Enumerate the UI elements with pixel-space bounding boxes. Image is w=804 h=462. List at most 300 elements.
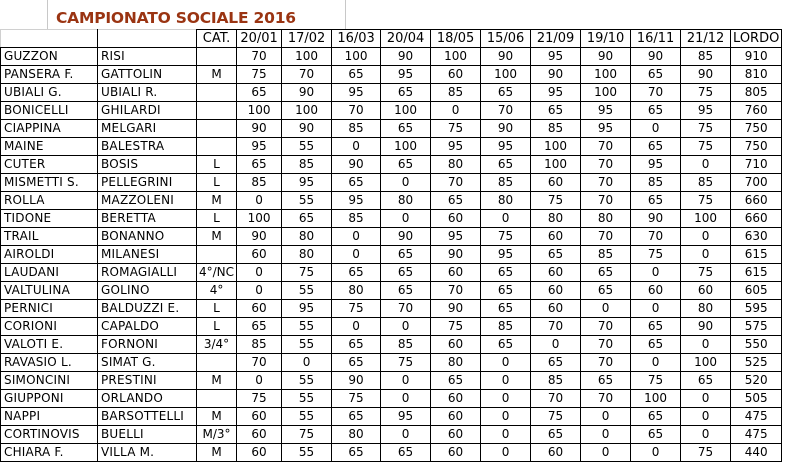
cell-category[interactable]	[197, 120, 237, 138]
cell-r10[interactable]: 75	[681, 192, 731, 210]
cell-r3[interactable]: 65	[332, 174, 381, 192]
cell-r3[interactable]: 80	[332, 282, 381, 300]
cell-r7[interactable]: 85	[531, 120, 581, 138]
cell-lordo[interactable]: 475	[731, 426, 782, 444]
cell-r10[interactable]: 0	[681, 390, 731, 408]
header-cell-r3[interactable]: 16/03	[332, 30, 381, 48]
cell-r6[interactable]: 65	[481, 282, 531, 300]
cell-r8[interactable]: 70	[581, 354, 631, 372]
cell-r1[interactable]: 70	[237, 354, 282, 372]
header-cell-r6[interactable]: 15/06	[481, 30, 531, 48]
cell-category[interactable]: M	[197, 444, 237, 462]
cell-player2[interactable]: MELGARI	[98, 120, 197, 138]
cell-player1[interactable]: LAUDANI	[1, 264, 98, 282]
cell-r4[interactable]: 0	[381, 390, 431, 408]
cell-r6[interactable]: 90	[481, 48, 531, 66]
cell-r9[interactable]: 95	[631, 156, 681, 174]
cell-r10[interactable]: 75	[681, 138, 731, 156]
cell-player2[interactable]: UBIALI R.	[98, 84, 197, 102]
cell-r9[interactable]: 65	[631, 336, 681, 354]
cell-player1[interactable]: UBIALI G.	[1, 84, 98, 102]
cell-r9[interactable]: 90	[631, 48, 681, 66]
cell-r1[interactable]: 60	[237, 444, 282, 462]
cell-r10[interactable]: 75	[681, 264, 731, 282]
cell-player2[interactable]: RISI	[98, 48, 197, 66]
cell-r5[interactable]: 90	[431, 300, 481, 318]
cell-category[interactable]: L	[197, 156, 237, 174]
cell-r4[interactable]: 0	[381, 318, 431, 336]
cell-r10[interactable]: 65	[681, 372, 731, 390]
cell-r3[interactable]: 95	[332, 192, 381, 210]
cell-r6[interactable]: 0	[481, 354, 531, 372]
cell-r9[interactable]: 65	[631, 66, 681, 84]
cell-r5[interactable]: 60	[431, 66, 481, 84]
cell-category[interactable]: M	[197, 408, 237, 426]
cell-r6[interactable]: 65	[481, 300, 531, 318]
cell-r3[interactable]: 90	[332, 372, 381, 390]
cell-r1[interactable]: 65	[237, 318, 282, 336]
cell-r4[interactable]: 95	[381, 66, 431, 84]
cell-r8[interactable]: 0	[581, 426, 631, 444]
cell-r1[interactable]: 65	[237, 84, 282, 102]
cell-r9[interactable]: 100	[631, 390, 681, 408]
cell-r5[interactable]: 60	[431, 210, 481, 228]
cell-r7[interactable]: 95	[531, 84, 581, 102]
cell-player1[interactable]: SIMONCINI	[1, 372, 98, 390]
cell-r3[interactable]: 100	[332, 48, 381, 66]
cell-r2[interactable]: 100	[282, 48, 332, 66]
cell-r4[interactable]: 95	[381, 408, 431, 426]
cell-r10[interactable]: 100	[681, 210, 731, 228]
cell-r8[interactable]: 65	[581, 264, 631, 282]
header-cell-r7[interactable]: 21/09	[531, 30, 581, 48]
cell-r5[interactable]: 60	[431, 408, 481, 426]
cell-r1[interactable]: 75	[237, 66, 282, 84]
cell-r5[interactable]: 85	[431, 84, 481, 102]
cell-r6[interactable]: 0	[481, 444, 531, 462]
cell-lordo[interactable]: 505	[731, 390, 782, 408]
cell-r4[interactable]: 75	[381, 354, 431, 372]
cell-r1[interactable]: 0	[237, 192, 282, 210]
cell-r2[interactable]: 80	[282, 228, 332, 246]
cell-r5[interactable]: 95	[431, 228, 481, 246]
cell-category[interactable]	[197, 246, 237, 264]
cell-player2[interactable]: BALDUZZI E.	[98, 300, 197, 318]
cell-r6[interactable]: 0	[481, 372, 531, 390]
cell-r5[interactable]: 65	[431, 192, 481, 210]
cell-r2[interactable]: 80	[282, 246, 332, 264]
header-cell-r4[interactable]: 20/04	[381, 30, 431, 48]
cell-r4[interactable]: 0	[381, 372, 431, 390]
cell-r2[interactable]: 90	[282, 84, 332, 102]
cell-lordo[interactable]: 615	[731, 246, 782, 264]
cell-r3[interactable]: 95	[332, 84, 381, 102]
cell-r9[interactable]: 90	[631, 210, 681, 228]
cell-r3[interactable]: 0	[332, 318, 381, 336]
cell-r3[interactable]: 65	[332, 354, 381, 372]
cell-r8[interactable]: 70	[581, 138, 631, 156]
cell-r7[interactable]: 65	[531, 354, 581, 372]
header-cell-player1[interactable]	[1, 30, 98, 48]
cell-player2[interactable]: GHILARDI	[98, 102, 197, 120]
cell-player1[interactable]: BONICELLI	[1, 102, 98, 120]
cell-lordo[interactable]: 700	[731, 174, 782, 192]
cell-lordo[interactable]: 550	[731, 336, 782, 354]
cell-r2[interactable]: 55	[282, 372, 332, 390]
cell-r5[interactable]: 75	[431, 120, 481, 138]
cell-lordo[interactable]: 805	[731, 84, 782, 102]
cell-r5[interactable]: 60	[431, 336, 481, 354]
cell-r7[interactable]: 70	[531, 390, 581, 408]
cell-lordo[interactable]: 630	[731, 228, 782, 246]
cell-r4[interactable]: 65	[381, 156, 431, 174]
cell-player1[interactable]: CORIONI	[1, 318, 98, 336]
cell-r8[interactable]: 100	[581, 84, 631, 102]
cell-r3[interactable]: 85	[332, 210, 381, 228]
cell-player1[interactable]: PERNICI	[1, 300, 98, 318]
cell-r6[interactable]: 95	[481, 246, 531, 264]
cell-r5[interactable]: 90	[431, 246, 481, 264]
cell-r7[interactable]: 75	[531, 408, 581, 426]
cell-category[interactable]	[197, 48, 237, 66]
cell-r10[interactable]: 60	[681, 282, 731, 300]
cell-r3[interactable]: 0	[332, 246, 381, 264]
cell-r7[interactable]: 60	[531, 444, 581, 462]
cell-lordo[interactable]: 615	[731, 264, 782, 282]
cell-r8[interactable]: 80	[581, 210, 631, 228]
cell-r10[interactable]: 80	[681, 300, 731, 318]
cell-r2[interactable]: 55	[282, 336, 332, 354]
cell-r7[interactable]: 0	[531, 336, 581, 354]
cell-r10[interactable]: 90	[681, 66, 731, 84]
cell-r6[interactable]: 100	[481, 66, 531, 84]
cell-r7[interactable]: 65	[531, 246, 581, 264]
cell-lordo[interactable]: 520	[731, 372, 782, 390]
cell-r9[interactable]: 65	[631, 192, 681, 210]
cell-r8[interactable]: 0	[581, 444, 631, 462]
cell-player1[interactable]: TIDONE	[1, 210, 98, 228]
cell-player1[interactable]: VALTULINA	[1, 282, 98, 300]
cell-r9[interactable]: 75	[631, 246, 681, 264]
cell-r1[interactable]: 60	[237, 246, 282, 264]
cell-lordo[interactable]: 440	[731, 444, 782, 462]
cell-r6[interactable]: 0	[481, 390, 531, 408]
cell-r4[interactable]: 65	[381, 282, 431, 300]
cell-r1[interactable]: 0	[237, 372, 282, 390]
header-cell-r9[interactable]: 16/11	[631, 30, 681, 48]
cell-player2[interactable]: BONANNO	[98, 228, 197, 246]
cell-r1[interactable]: 70	[237, 48, 282, 66]
cell-r7[interactable]: 80	[531, 210, 581, 228]
cell-r8[interactable]: 70	[581, 228, 631, 246]
cell-r8[interactable]: 70	[581, 336, 631, 354]
cell-r10[interactable]: 0	[681, 228, 731, 246]
cell-r9[interactable]: 0	[631, 354, 681, 372]
cell-r6[interactable]: 75	[481, 228, 531, 246]
cell-player2[interactable]: ORLANDO	[98, 390, 197, 408]
cell-r6[interactable]: 0	[481, 426, 531, 444]
cell-category[interactable]	[197, 138, 237, 156]
cell-r8[interactable]: 65	[581, 372, 631, 390]
cell-r5[interactable]: 100	[431, 48, 481, 66]
cell-r3[interactable]: 0	[332, 228, 381, 246]
cell-r6[interactable]: 0	[481, 408, 531, 426]
cell-r7[interactable]: 70	[531, 318, 581, 336]
cell-r1[interactable]: 90	[237, 228, 282, 246]
cell-r10[interactable]: 90	[681, 318, 731, 336]
cell-r2[interactable]: 100	[282, 102, 332, 120]
cell-lordo[interactable]: 710	[731, 156, 782, 174]
cell-category[interactable]: L	[197, 174, 237, 192]
cell-r2[interactable]: 90	[282, 120, 332, 138]
cell-r2[interactable]: 55	[282, 318, 332, 336]
cell-r6[interactable]: 90	[481, 120, 531, 138]
cell-player2[interactable]: CAPALDO	[98, 318, 197, 336]
cell-category[interactable]: L	[197, 318, 237, 336]
header-cell-r8[interactable]: 19/10	[581, 30, 631, 48]
cell-r1[interactable]: 60	[237, 408, 282, 426]
cell-r5[interactable]: 60	[431, 426, 481, 444]
cell-lordo[interactable]: 750	[731, 138, 782, 156]
cell-player2[interactable]: SIMAT G.	[98, 354, 197, 372]
header-cell-r2[interactable]: 17/02	[282, 30, 332, 48]
cell-r2[interactable]: 55	[282, 408, 332, 426]
cell-r5[interactable]: 60	[431, 444, 481, 462]
cell-r2[interactable]: 55	[282, 138, 332, 156]
cell-r4[interactable]: 65	[381, 84, 431, 102]
cell-r2[interactable]: 65	[282, 210, 332, 228]
cell-r6[interactable]: 95	[481, 138, 531, 156]
cell-player1[interactable]: PANSERA F.	[1, 66, 98, 84]
cell-r6[interactable]: 80	[481, 192, 531, 210]
cell-category[interactable]: 3/4°	[197, 336, 237, 354]
cell-lordo[interactable]: 475	[731, 408, 782, 426]
cell-r4[interactable]: 80	[381, 192, 431, 210]
cell-player2[interactable]: BOSIS	[98, 156, 197, 174]
cell-r4[interactable]: 70	[381, 300, 431, 318]
cell-player1[interactable]: CIAPPINA	[1, 120, 98, 138]
cell-r10[interactable]: 0	[681, 336, 731, 354]
cell-r4[interactable]: 90	[381, 48, 431, 66]
cell-r9[interactable]: 60	[631, 282, 681, 300]
cell-r1[interactable]: 95	[237, 138, 282, 156]
cell-r1[interactable]: 85	[237, 336, 282, 354]
cell-r8[interactable]: 90	[581, 48, 631, 66]
cell-r7[interactable]: 65	[531, 102, 581, 120]
cell-r10[interactable]: 75	[681, 120, 731, 138]
cell-r5[interactable]: 70	[431, 282, 481, 300]
cell-r8[interactable]: 95	[581, 120, 631, 138]
cell-r6[interactable]: 65	[481, 156, 531, 174]
cell-r9[interactable]: 75	[631, 372, 681, 390]
cell-player2[interactable]: FORNONI	[98, 336, 197, 354]
cell-r2[interactable]: 85	[282, 156, 332, 174]
cell-category[interactable]: 4°	[197, 282, 237, 300]
cell-player1[interactable]: GIUPPONI	[1, 390, 98, 408]
cell-r10[interactable]: 85	[681, 48, 731, 66]
cell-r7[interactable]: 60	[531, 282, 581, 300]
cell-lordo[interactable]: 660	[731, 192, 782, 210]
cell-r5[interactable]: 95	[431, 138, 481, 156]
cell-r10[interactable]: 0	[681, 426, 731, 444]
cell-r2[interactable]: 70	[282, 66, 332, 84]
cell-category[interactable]	[197, 84, 237, 102]
cell-lordo[interactable]: 575	[731, 318, 782, 336]
cell-r7[interactable]: 60	[531, 228, 581, 246]
cell-player1[interactable]: NAPPI	[1, 408, 98, 426]
cell-r10[interactable]: 0	[681, 408, 731, 426]
cell-r1[interactable]: 0	[237, 264, 282, 282]
cell-r7[interactable]: 60	[531, 264, 581, 282]
cell-r2[interactable]: 55	[282, 390, 332, 408]
cell-r2[interactable]: 75	[282, 426, 332, 444]
cell-r3[interactable]: 70	[332, 102, 381, 120]
cell-r8[interactable]: 70	[581, 156, 631, 174]
cell-player2[interactable]: GOLINO	[98, 282, 197, 300]
cell-r4[interactable]: 100	[381, 102, 431, 120]
cell-r3[interactable]: 65	[332, 408, 381, 426]
cell-r3[interactable]: 65	[332, 444, 381, 462]
cell-r8[interactable]: 70	[581, 390, 631, 408]
header-cell-r10[interactable]: 21/12	[681, 30, 731, 48]
cell-r1[interactable]: 60	[237, 426, 282, 444]
cell-player1[interactable]: TRAIL	[1, 228, 98, 246]
cell-lordo[interactable]: 810	[731, 66, 782, 84]
cell-player1[interactable]: MISMETTI S.	[1, 174, 98, 192]
cell-r2[interactable]: 55	[282, 282, 332, 300]
cell-r4[interactable]: 65	[381, 246, 431, 264]
cell-player2[interactable]: MILANESI	[98, 246, 197, 264]
cell-player1[interactable]: MAINE	[1, 138, 98, 156]
cell-player1[interactable]: CUTER	[1, 156, 98, 174]
cell-r7[interactable]: 100	[531, 156, 581, 174]
cell-r3[interactable]: 85	[332, 120, 381, 138]
cell-r7[interactable]: 100	[531, 138, 581, 156]
cell-r2[interactable]: 95	[282, 174, 332, 192]
cell-r8[interactable]: 70	[581, 174, 631, 192]
cell-category[interactable]	[197, 102, 237, 120]
cell-category[interactable]: M	[197, 228, 237, 246]
cell-r1[interactable]: 75	[237, 390, 282, 408]
cell-r5[interactable]: 80	[431, 156, 481, 174]
cell-r9[interactable]: 65	[631, 318, 681, 336]
cell-r10[interactable]: 100	[681, 354, 731, 372]
cell-r9[interactable]: 65	[631, 138, 681, 156]
cell-r3[interactable]: 65	[332, 336, 381, 354]
cell-lordo[interactable]: 595	[731, 300, 782, 318]
cell-player1[interactable]: RAVASIO L.	[1, 354, 98, 372]
cell-category[interactable]	[197, 354, 237, 372]
cell-player2[interactable]: VILLA M.	[98, 444, 197, 462]
cell-r6[interactable]: 0	[481, 210, 531, 228]
cell-r7[interactable]: 90	[531, 66, 581, 84]
cell-r8[interactable]: 0	[581, 408, 631, 426]
cell-r5[interactable]: 80	[431, 354, 481, 372]
cell-r4[interactable]: 90	[381, 228, 431, 246]
cell-lordo[interactable]: 910	[731, 48, 782, 66]
cell-r3[interactable]: 65	[332, 264, 381, 282]
cell-r4[interactable]: 100	[381, 138, 431, 156]
cell-r6[interactable]: 65	[481, 264, 531, 282]
cell-player1[interactable]: GUZZON	[1, 48, 98, 66]
cell-r2[interactable]: 55	[282, 192, 332, 210]
cell-player1[interactable]: VALOTI E.	[1, 336, 98, 354]
cell-category[interactable]: M	[197, 372, 237, 390]
cell-lordo[interactable]: 525	[731, 354, 782, 372]
cell-r10[interactable]: 75	[681, 84, 731, 102]
cell-r10[interactable]: 75	[681, 444, 731, 462]
cell-r9[interactable]: 70	[631, 228, 681, 246]
cell-player2[interactable]: PRESTINI	[98, 372, 197, 390]
cell-r5[interactable]: 0	[431, 102, 481, 120]
cell-category[interactable]: L	[197, 210, 237, 228]
cell-lordo[interactable]: 750	[731, 120, 782, 138]
cell-player2[interactable]: PELLEGRINI	[98, 174, 197, 192]
cell-r9[interactable]: 65	[631, 408, 681, 426]
cell-r4[interactable]: 65	[381, 120, 431, 138]
cell-r9[interactable]: 70	[631, 84, 681, 102]
cell-r1[interactable]: 60	[237, 300, 282, 318]
cell-r4[interactable]: 0	[381, 210, 431, 228]
cell-r7[interactable]: 60	[531, 300, 581, 318]
cell-player2[interactable]: BUELLI	[98, 426, 197, 444]
cell-r7[interactable]: 85	[531, 372, 581, 390]
cell-r4[interactable]: 0	[381, 174, 431, 192]
cell-r8[interactable]: 70	[581, 318, 631, 336]
cell-r10[interactable]: 0	[681, 156, 731, 174]
cell-player2[interactable]: GATTOLIN	[98, 66, 197, 84]
cell-r6[interactable]: 85	[481, 318, 531, 336]
cell-r1[interactable]: 100	[237, 102, 282, 120]
cell-r3[interactable]: 80	[332, 426, 381, 444]
cell-r7[interactable]: 75	[531, 192, 581, 210]
cell-r9[interactable]: 65	[631, 102, 681, 120]
cell-r1[interactable]: 65	[237, 156, 282, 174]
cell-r4[interactable]: 65	[381, 444, 431, 462]
cell-r4[interactable]: 65	[381, 264, 431, 282]
cell-r3[interactable]: 65	[332, 66, 381, 84]
cell-r1[interactable]: 85	[237, 174, 282, 192]
cell-r8[interactable]: 0	[581, 300, 631, 318]
cell-r10[interactable]: 95	[681, 102, 731, 120]
cell-r8[interactable]: 65	[581, 282, 631, 300]
cell-r7[interactable]: 60	[531, 174, 581, 192]
cell-r10[interactable]: 85	[681, 174, 731, 192]
cell-r1[interactable]: 100	[237, 210, 282, 228]
cell-r8[interactable]: 100	[581, 66, 631, 84]
cell-category[interactable]: M/3°	[197, 426, 237, 444]
cell-r8[interactable]: 70	[581, 192, 631, 210]
cell-r9[interactable]: 0	[631, 444, 681, 462]
cell-player1[interactable]: CHIARA F.	[1, 444, 98, 462]
cell-r2[interactable]: 55	[282, 444, 332, 462]
cell-r4[interactable]: 85	[381, 336, 431, 354]
cell-category[interactable]: M	[197, 66, 237, 84]
cell-player2[interactable]: BALESTRA	[98, 138, 197, 156]
header-cell-r1[interactable]: 20/01	[237, 30, 282, 48]
cell-r9[interactable]: 85	[631, 174, 681, 192]
cell-r4[interactable]: 0	[381, 426, 431, 444]
cell-player2[interactable]: MAZZOLENI	[98, 192, 197, 210]
cell-r5[interactable]: 60	[431, 390, 481, 408]
cell-player2[interactable]: ROMAGIALLI	[98, 264, 197, 282]
cell-r3[interactable]: 90	[332, 156, 381, 174]
cell-player2[interactable]: BERETTA	[98, 210, 197, 228]
header-cell-player2[interactable]	[98, 30, 197, 48]
cell-r5[interactable]: 70	[431, 174, 481, 192]
cell-r7[interactable]: 65	[531, 426, 581, 444]
cell-category[interactable]	[197, 390, 237, 408]
